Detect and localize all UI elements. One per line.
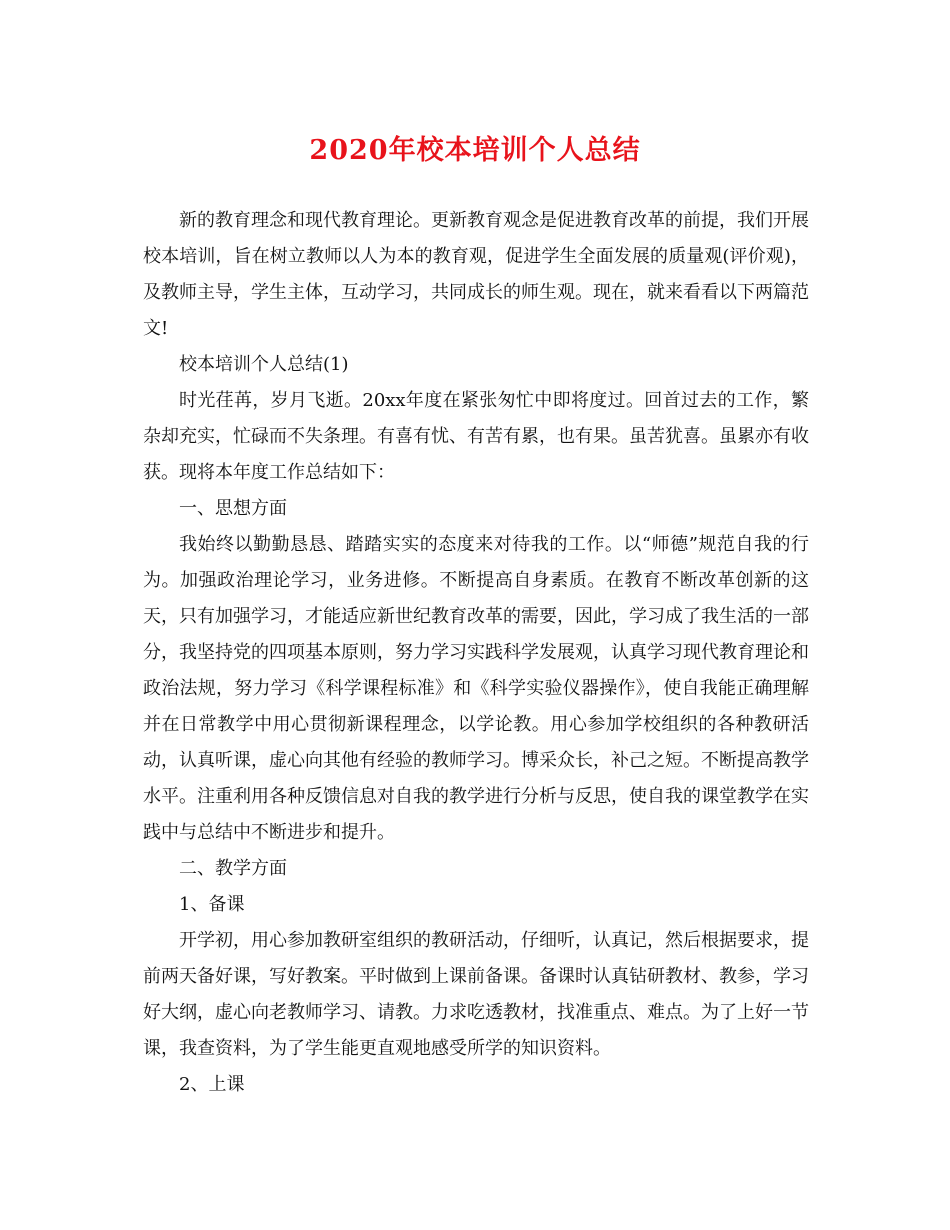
paragraph-thought: 我始终以勤勤恳恳、踏踏实实的态度来对待我的工作。以“师德”规范自我的行为。加强政治理论学习，业务进修。不断提高自身素质。在教育不断改革创新的这天，只有加强学习，才能适应新世纪教育改革的需要，因此，学习成了我生活的一部分，我坚持党的四项基本原则，努力学习实践科学发展观，认真学习现代教育理论和政治法规，努力学习《科学课程标准》和《科学实验仪器操作》，使自我能正确理解并在日常教学中用心贯彻新课程理念，以学论教。用心参加学校组织的各种教研活动，认真听课，虚心向其他有经验的教师学习。博采众长，补己之短。不断提高教学水平。注重利用各种反馈信息对自我的教学进行分析与反思，使自我的课堂教学在实践中与总结中不断进步和提升。 <box>143 534 809 843</box>
document-title: 2020年校本培训个人总结 <box>309 135 641 166</box>
subsection-heading-prep: 1、备课 <box>179 894 245 915</box>
section-heading-thought: 一、思想方面 <box>179 498 287 519</box>
document-body <box>143 203 809 1103</box>
paragraph-opening: 时光荏苒，岁月飞逝。20xx年度在紧张匆忙中即将度过。回首过去的工作，繁杂却充实，忙碌而不失条理。有喜有忧、有苦有累，也有果。虽苦犹喜。虽累亦有收获。现将本年度工作总结如下： <box>143 390 809 483</box>
section-heading-teaching: 二、教学方面 <box>179 858 287 879</box>
paragraph-subtitle: 校本培训个人总结(1) <box>179 354 349 375</box>
paragraph-prep: 开学初，用心参加教研室组织的教研活动，仔细听，认真记，然后根据要求，提前两天备好课，写好教案。平时做到上课前备课。备课时认真钻研教材、教参，学习好大纲，虚心向老教师学习、请教。力求吃透教材，找准重点、难点。为了上好一节课，我查资料，为了学生能更直观地感受所学的知识资料。 <box>143 930 809 1059</box>
subsection-heading-class: 2、上课 <box>179 1074 245 1095</box>
paragraph-intro: 新的教育理念和现代教育理论。更新教育观念是促进教育改革的前提，我们开展校本培训，旨在树立教师以人为本的教育观，促进学生全面发展的质量观(评价观)，及教师主导，学生主体，互动学习，共同成长的师生观。现在，就来看看以下两篇范文! <box>143 210 809 339</box>
